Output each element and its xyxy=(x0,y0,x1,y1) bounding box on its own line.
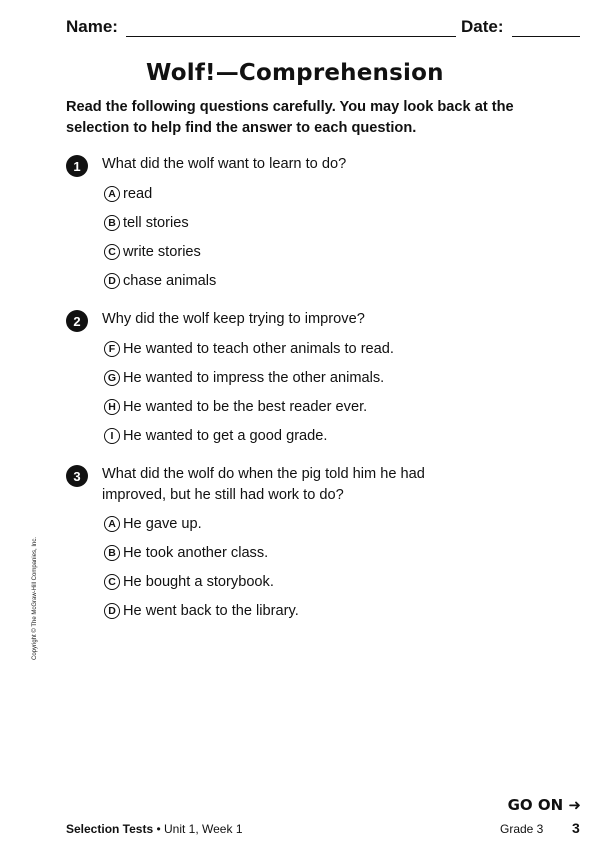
answer-text: chase animals xyxy=(123,273,217,289)
answer-text: He gave up. xyxy=(123,516,202,532)
answer-bubble[interactable]: G xyxy=(104,370,120,386)
answer-bubble[interactable]: C xyxy=(104,574,120,590)
answer-option[interactable] xyxy=(104,397,367,417)
page-number: 3 xyxy=(572,820,580,836)
question-text: What did the wolf want to learn to do? xyxy=(102,156,347,172)
footer-grade: Grade 3 xyxy=(500,822,544,836)
copyright-notice: Copyright © The McGraw-Hill Companies, Inc. xyxy=(32,536,38,660)
answer-option[interactable] xyxy=(104,339,394,359)
date-line xyxy=(512,36,580,37)
answer-text: He wanted to be the best reader ever. xyxy=(123,399,368,415)
answer-text: read xyxy=(123,186,153,202)
footer-series-title: Selection Tests xyxy=(66,822,154,836)
answer-text: He took another class. xyxy=(123,545,269,561)
answer-option[interactable] xyxy=(104,213,189,233)
name-line xyxy=(126,36,456,37)
answer-text: He wanted to teach other animals to read. xyxy=(123,341,394,357)
answer-text: He wanted to get a good grade. xyxy=(123,428,328,444)
answer-option[interactable] xyxy=(104,271,216,291)
footer-unit: • Unit 1, Week 1 xyxy=(153,822,243,836)
answer-bubble[interactable]: H xyxy=(104,399,120,415)
answer-bubble[interactable]: D xyxy=(104,273,120,289)
instructions: Read the following questions carefully. You may look back at the selection to help find the answer to each question. xyxy=(66,99,514,136)
page-title: Wolf!—Comprehension xyxy=(146,60,444,86)
answer-option[interactable] xyxy=(104,514,202,534)
answer-bubble[interactable]: B xyxy=(104,215,120,231)
answer-text: He bought a storybook. xyxy=(123,574,274,590)
answer-text: He went back to the library. xyxy=(123,603,299,619)
answer-bubble[interactable]: F xyxy=(104,341,120,357)
answer-option[interactable] xyxy=(104,242,201,262)
answer-text: write stories xyxy=(123,244,201,260)
go-on-label: GO ON ➜ xyxy=(507,796,581,814)
answer-bubble[interactable]: A xyxy=(104,186,120,202)
answer-bubble[interactable]: D xyxy=(104,603,120,619)
answer-option[interactable] xyxy=(104,572,274,592)
answer-option[interactable] xyxy=(104,601,299,621)
answer-option[interactable] xyxy=(104,543,268,563)
name-label: Name: xyxy=(66,17,118,36)
footer-series xyxy=(66,822,243,836)
date-label: Date: xyxy=(461,17,504,36)
question-text: What did the wolf do when the pig told him he had improved, but he still had work to do? xyxy=(102,466,425,503)
question-text: Why did the wolf keep trying to improve? xyxy=(102,311,365,327)
answer-bubble[interactable]: A xyxy=(104,516,120,532)
header xyxy=(66,17,580,41)
answer-bubble[interactable]: B xyxy=(104,545,120,561)
answer-option[interactable] xyxy=(104,426,327,446)
answer-text: tell stories xyxy=(123,215,189,231)
question-number: 2 xyxy=(66,310,88,332)
question-number: 3 xyxy=(66,465,88,487)
question-number: 1 xyxy=(66,155,88,177)
answer-text: He wanted to impress the other animals. xyxy=(123,370,385,386)
answer-bubble[interactable]: I xyxy=(104,428,120,444)
answer-option[interactable] xyxy=(104,184,152,204)
answer-option[interactable] xyxy=(104,368,384,388)
answer-bubble[interactable]: C xyxy=(104,244,120,260)
